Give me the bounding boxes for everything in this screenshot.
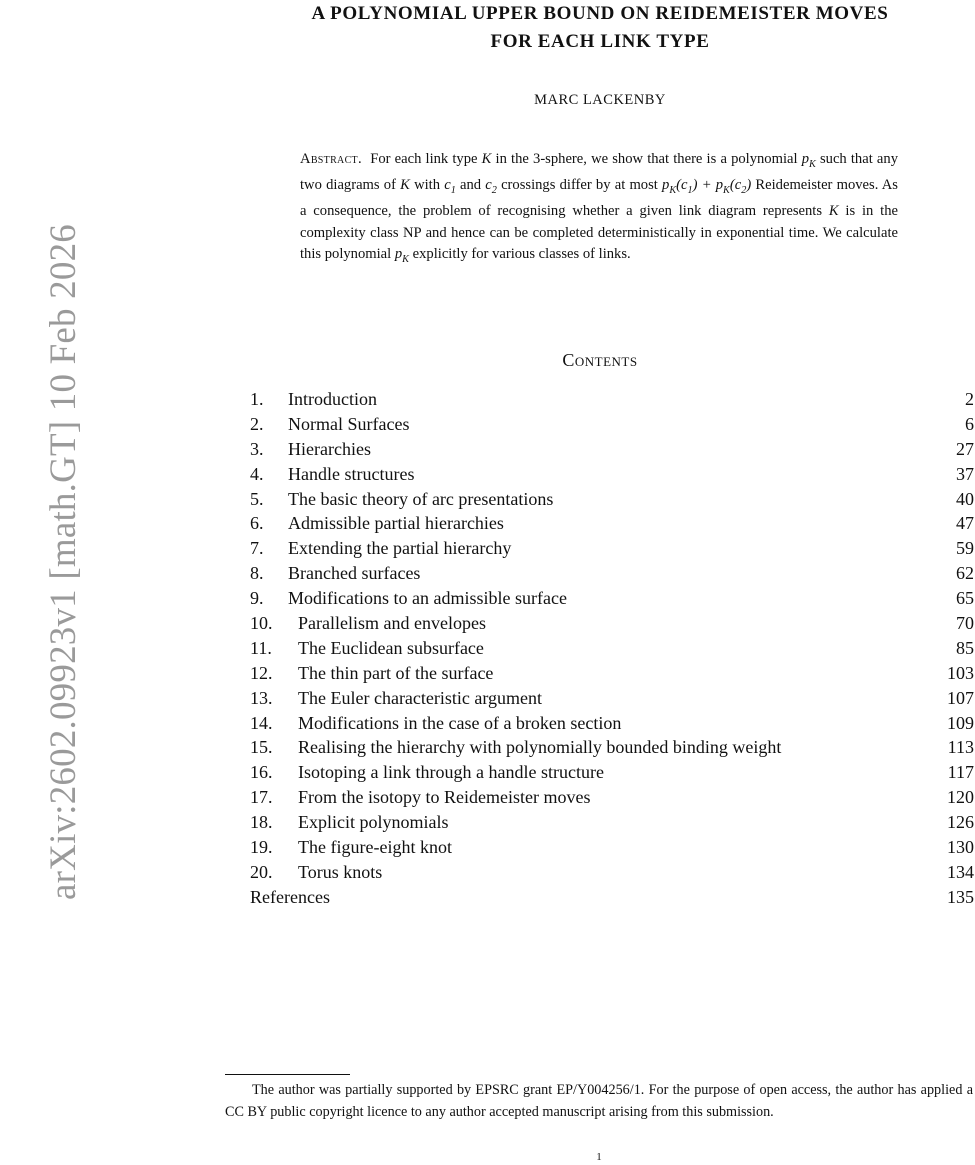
toc-section-number: 14. xyxy=(250,712,273,733)
paper-title xyxy=(225,0,975,56)
toc-section-title: Admissible partial hierarchies xyxy=(288,513,504,534)
toc-page-number: 6 xyxy=(965,413,974,434)
toc-entry[interactable] xyxy=(250,661,974,686)
abstract-label: Abstract. xyxy=(300,151,362,167)
toc-section-number: 7. xyxy=(250,538,264,559)
toc-page-number: 37 xyxy=(956,463,974,484)
toc-section-title: From the isotopy to Reidemeister moves xyxy=(298,787,591,808)
toc-section-number: 5. xyxy=(250,488,264,509)
footnote: The author was partially supported by EPSRC grant EP/Y004256/1. For the purpose of open access, the author has applied a CC BY public copyright licence to any author accepted manuscript arising from this submission. xyxy=(225,1082,973,1120)
abstract xyxy=(300,149,898,270)
toc-page-number: 40 xyxy=(956,488,974,509)
toc-section-number: 10. xyxy=(250,613,273,634)
toc-section-title: Introduction xyxy=(288,389,377,409)
math-expression: $c_2$ xyxy=(485,177,497,197)
toc-section-title: Extending the partial hierarchy xyxy=(288,538,512,559)
toc-entry[interactable] xyxy=(250,686,974,711)
toc-page-number: 107 xyxy=(947,687,974,708)
toc-section-number: 18. xyxy=(250,812,273,833)
toc-section-title: Modifications to an admissible surface xyxy=(288,588,567,609)
toc-entry[interactable] xyxy=(250,835,974,860)
toc-page-number: 2 xyxy=(965,389,974,409)
toc-section-number: 12. xyxy=(250,662,273,683)
toc-section-title: Realising the hierarchy with polynomially bounded binding weight xyxy=(298,737,782,758)
toc-page-number: 103 xyxy=(947,662,974,683)
toc-entry[interactable] xyxy=(250,412,974,437)
abstract-body: For each link type K in the 3-sphere, we show that there is a polynomial $p_K$ such that any two diagrams of K with $c_1$ and $c_2$ crossings differ by at most $p_K(c_1) + p_K(c_2)$ Reidemeister moves. As a consequence, the problem of recognising whether a given link diagram represents K is in the complexity class NP and hence can be completed deterministically in exponential time. We calculate this polynomial $p_K$ explicitly for various classes of links. xyxy=(300,151,898,265)
contents-heading: Contents xyxy=(562,350,638,370)
toc-section-number: 2. xyxy=(250,413,264,434)
toc-entry[interactable] xyxy=(250,611,974,636)
paper-title-line-1: A POLYNOMIAL UPPER BOUND ON REIDEMEISTER MOVES xyxy=(311,3,889,24)
toc-section-title: Normal Surfaces xyxy=(288,413,410,434)
toc-section-number: 3. xyxy=(250,438,264,459)
toc-entry[interactable] xyxy=(250,586,974,611)
toc-section-number: 1. xyxy=(250,389,264,409)
toc-entry[interactable] xyxy=(250,387,974,412)
toc-page-number: 65 xyxy=(956,588,974,609)
toc-entry[interactable] xyxy=(250,487,974,512)
toc-page-number: 135 xyxy=(947,886,974,907)
toc-entry[interactable] xyxy=(250,711,974,736)
toc-section-title: The thin part of the surface xyxy=(298,662,494,683)
toc-section-number: 11. xyxy=(250,637,272,658)
toc-section-title: Isotoping a link through a handle structure xyxy=(298,762,604,783)
footnote-rule xyxy=(225,1074,350,1075)
table-of-contents xyxy=(250,387,974,910)
arxiv-identifier-text: arXiv:2602.09923v1 [math.GT] 10 Feb 2026 xyxy=(43,224,84,900)
toc-page-number: 130 xyxy=(947,837,974,858)
math-expression: $p_K(c_1) + p_K(c_2)$ xyxy=(662,177,752,197)
toc-entry[interactable] xyxy=(250,810,974,835)
toc-page-number: 117 xyxy=(947,762,974,783)
toc-section-title: Torus knots xyxy=(298,861,383,882)
author-name: MARC LACKENBY xyxy=(534,92,666,108)
math-expression: K xyxy=(828,203,839,220)
toc-section-title: The Euler characteristic argument xyxy=(298,687,543,708)
toc-page-number: 109 xyxy=(947,712,974,733)
page-number: 1 xyxy=(596,1151,602,1163)
toc-section-title: The figure-eight knot xyxy=(298,837,452,858)
toc-section-number: 6. xyxy=(250,513,264,534)
toc-section-title: The Euclidean subsurface xyxy=(298,637,484,658)
math-expression: $c_1$ xyxy=(444,177,456,197)
toc-page-number: 27 xyxy=(956,438,974,459)
toc-section-title: Handle structures xyxy=(288,463,415,484)
math-expression: $p_K$ xyxy=(801,151,816,170)
toc-page-number: 47 xyxy=(956,513,974,534)
toc-section-title: Explicit polynomials xyxy=(298,812,449,833)
toc-page-number: 126 xyxy=(947,812,974,833)
toc-entry[interactable] xyxy=(250,636,974,661)
toc-section-number: 20. xyxy=(250,861,273,882)
toc-section-title: Parallelism and envelopes xyxy=(298,613,486,634)
toc-section-title: Modifications in the case of a broken section xyxy=(298,712,622,733)
toc-section-number: 9. xyxy=(250,588,264,609)
toc-section-title: Branched surfaces xyxy=(288,563,421,584)
paper-title-line-2: FOR EACH LINK TYPE xyxy=(490,31,710,52)
toc-entry[interactable] xyxy=(250,437,974,462)
toc-page-number: 120 xyxy=(947,787,974,808)
toc-section-number: 19. xyxy=(250,837,273,858)
toc-page-number: 59 xyxy=(956,538,974,559)
toc-entry[interactable] xyxy=(250,561,974,586)
toc-section-number: 17. xyxy=(250,787,273,808)
toc-section-title: Hierarchies xyxy=(288,438,371,459)
toc-entry-references[interactable] xyxy=(250,885,974,910)
toc-section-title: The basic theory of arc presentations xyxy=(288,488,554,509)
toc-entry[interactable] xyxy=(250,511,974,536)
toc-entry[interactable] xyxy=(250,785,974,810)
arxiv-identifier-stamp xyxy=(2,120,84,900)
toc-entry[interactable] xyxy=(250,462,974,487)
toc-section-number: 16. xyxy=(250,762,273,783)
math-expression: K xyxy=(481,151,492,167)
toc-section-title: References xyxy=(250,886,330,907)
toc-entry[interactable] xyxy=(250,860,974,885)
toc-section-number: 4. xyxy=(250,463,264,484)
toc-section-number: 15. xyxy=(250,737,273,758)
toc-page-number: 85 xyxy=(956,637,974,658)
toc-page-number: 62 xyxy=(956,563,974,584)
toc-page-number: 134 xyxy=(947,861,974,882)
toc-section-number: 8. xyxy=(250,563,264,584)
toc-entry[interactable] xyxy=(250,536,974,561)
math-expression: K xyxy=(400,177,410,194)
math-expression: $p_K$ xyxy=(394,246,409,265)
toc-section-number: 13. xyxy=(250,687,273,708)
toc-entry[interactable] xyxy=(250,735,974,760)
toc-page-number: 113 xyxy=(947,737,974,758)
toc-page-number: 70 xyxy=(956,613,974,634)
toc-entry[interactable] xyxy=(250,760,974,785)
